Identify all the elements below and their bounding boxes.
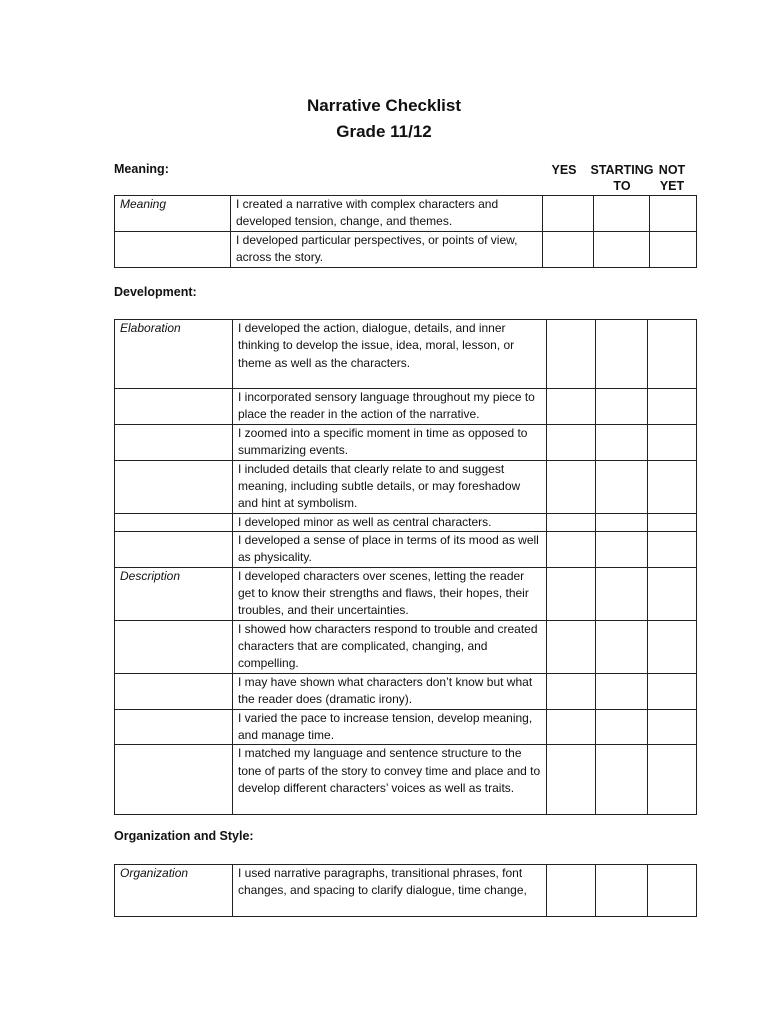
not-yet-checkbox-cell[interactable] <box>650 231 697 267</box>
table-row <box>115 320 697 389</box>
not-yet-checkbox-cell[interactable] <box>648 673 697 709</box>
criterion-text: I matched my language and sentence structure to the tone of parts of the story to convey time and place and to develop different characters’ voices as well as traits. <box>233 745 547 815</box>
category-cell: Description <box>115 567 233 620</box>
category-cell: Organization <box>115 865 233 917</box>
table-row <box>115 620 697 673</box>
not-yet-checkbox-cell[interactable] <box>648 620 697 673</box>
column-starting-header <box>588 162 656 194</box>
category-cell <box>115 620 233 673</box>
category-cell <box>115 745 233 815</box>
category-cell <box>115 531 233 567</box>
starting-to-checkbox-cell[interactable] <box>596 513 648 531</box>
starting-to-checkbox-cell[interactable] <box>596 865 648 917</box>
table-row <box>115 531 697 567</box>
criterion-text: I created a narrative with complex characters and developed tension, change, and themes. <box>231 196 543 232</box>
organization-table <box>114 864 697 917</box>
development-heading: Development: <box>114 285 197 299</box>
category-cell <box>115 513 233 531</box>
not-yet-checkbox-cell[interactable] <box>648 745 697 815</box>
yes-checkbox-cell[interactable] <box>543 231 594 267</box>
not-yet-checkbox-cell[interactable] <box>648 709 697 745</box>
development-table <box>114 319 697 815</box>
category-cell: Meaning <box>115 196 231 232</box>
not-yet-checkbox-cell[interactable] <box>650 196 697 232</box>
starting-to-checkbox-cell[interactable] <box>596 320 648 389</box>
table-row <box>115 673 697 709</box>
column-yes-header <box>544 162 584 178</box>
meaning-table <box>114 195 697 268</box>
criterion-text: I developed characters over scenes, letting the reader get to know their strengths and flaws, their hopes, their troubles, and their uncertainties. <box>233 567 547 620</box>
criterion-text: I developed particular perspectives, or points of view, across the story. <box>231 231 543 267</box>
criterion-text: I developed minor as well as central characters. <box>233 513 547 531</box>
starting-to-checkbox-cell[interactable] <box>596 425 648 461</box>
column-starting-label-line1: STARTING <box>590 163 654 177</box>
not-yet-checkbox-cell[interactable] <box>648 460 697 513</box>
table-row <box>115 460 697 513</box>
yes-checkbox-cell[interactable] <box>547 865 596 917</box>
column-notyet-header <box>652 162 692 194</box>
column-notyet-label-line1: NOT <box>658 163 686 177</box>
yes-checkbox-cell[interactable] <box>543 196 594 232</box>
criterion-text: I zoomed into a specific moment in time as opposed to summarizing events. <box>233 425 547 461</box>
starting-to-checkbox-cell[interactable] <box>594 231 650 267</box>
criterion-text: I showed how characters respond to trouble and created characters that are complicated, changing, and compelling. <box>233 620 547 673</box>
category-cell <box>115 425 233 461</box>
not-yet-checkbox-cell[interactable] <box>648 865 697 917</box>
not-yet-checkbox-cell[interactable] <box>648 389 697 425</box>
starting-to-checkbox-cell[interactable] <box>596 460 648 513</box>
document-title: Narrative Checklist <box>306 96 462 115</box>
not-yet-checkbox-cell[interactable] <box>648 513 697 531</box>
category-cell <box>115 389 233 425</box>
table-row <box>115 389 697 425</box>
criterion-text: I used narrative paragraphs, transitional phrases, font changes, and spacing to clarify dialogue, time change, <box>233 865 547 917</box>
yes-checkbox-cell[interactable] <box>547 673 596 709</box>
yes-checkbox-cell[interactable] <box>547 531 596 567</box>
starting-to-checkbox-cell[interactable] <box>596 745 648 815</box>
category-cell: Elaboration <box>115 320 233 389</box>
table-row <box>115 196 697 232</box>
starting-to-checkbox-cell[interactable] <box>596 709 648 745</box>
category-cell <box>115 460 233 513</box>
category-cell <box>115 709 233 745</box>
criterion-text: I varied the pace to increase tension, develop meaning, and manage time. <box>233 709 547 745</box>
yes-checkbox-cell[interactable] <box>547 425 596 461</box>
yes-checkbox-cell[interactable] <box>547 389 596 425</box>
not-yet-checkbox-cell[interactable] <box>648 425 697 461</box>
category-cell <box>115 231 231 267</box>
criterion-text: I may have shown what characters don’t know but what the reader does (dramatic irony). <box>233 673 547 709</box>
yes-checkbox-cell[interactable] <box>547 320 596 389</box>
table-row <box>115 745 697 815</box>
criterion-text: I developed the action, dialogue, details, and inner thinking to develop the issue, idea, moral, lesson, or theme as well as the characters. <box>233 320 547 389</box>
yes-checkbox-cell[interactable] <box>547 745 596 815</box>
document-subtitle: Grade 11/12 <box>336 122 432 141</box>
yes-checkbox-cell[interactable] <box>547 709 596 745</box>
starting-to-checkbox-cell[interactable] <box>596 620 648 673</box>
yes-checkbox-cell[interactable] <box>547 567 596 620</box>
column-starting-label-line2: TO <box>613 179 631 193</box>
yes-checkbox-cell[interactable] <box>547 620 596 673</box>
not-yet-checkbox-cell[interactable] <box>648 567 697 620</box>
table-row <box>115 709 697 745</box>
starting-to-checkbox-cell[interactable] <box>596 531 648 567</box>
meaning-heading: Meaning: <box>114 162 169 176</box>
table-row <box>115 513 697 531</box>
starting-to-checkbox-cell[interactable] <box>596 673 648 709</box>
table-row <box>115 567 697 620</box>
criterion-text: I developed a sense of place in terms of its mood as well as physicality. <box>233 531 547 567</box>
column-notyet-label-line2: YET <box>659 179 685 193</box>
criterion-text: I incorporated sensory language throughout my piece to place the reader in the action of the narrative. <box>233 389 547 425</box>
category-cell <box>115 673 233 709</box>
organization-heading: Organization and Style: <box>114 829 254 843</box>
not-yet-checkbox-cell[interactable] <box>648 320 697 389</box>
column-yes-label: YES <box>551 163 577 177</box>
yes-checkbox-cell[interactable] <box>547 513 596 531</box>
starting-to-checkbox-cell[interactable] <box>596 567 648 620</box>
table-row <box>115 425 697 461</box>
table-row <box>115 865 697 917</box>
not-yet-checkbox-cell[interactable] <box>648 531 697 567</box>
criterion-text: I included details that clearly relate to and suggest meaning, including subtle details, or may foreshadow and hint at symbolism. <box>233 460 547 513</box>
starting-to-checkbox-cell[interactable] <box>594 196 650 232</box>
starting-to-checkbox-cell[interactable] <box>596 389 648 425</box>
yes-checkbox-cell[interactable] <box>547 460 596 513</box>
table-row <box>115 231 697 267</box>
